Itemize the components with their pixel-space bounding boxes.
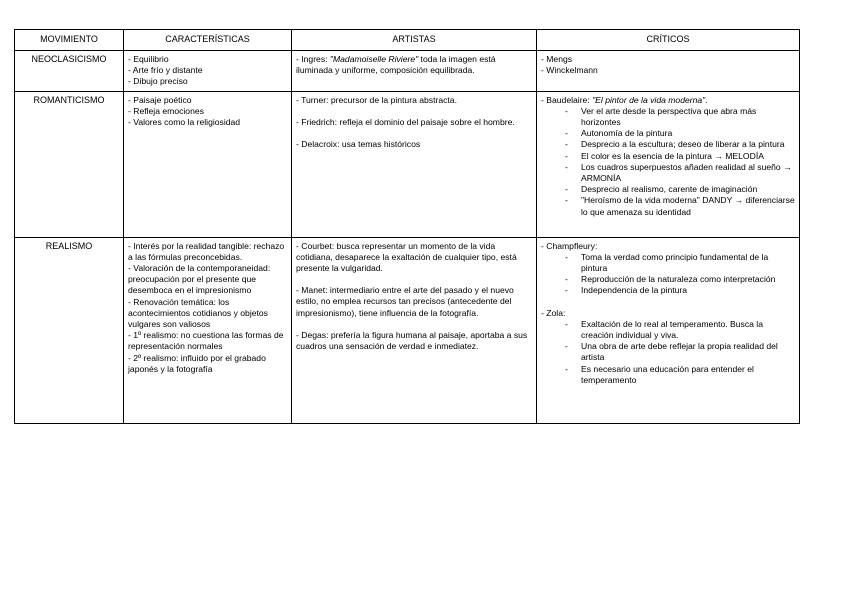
header-criticos: CRÍTICOS — [537, 30, 800, 51]
critic-points-list — [541, 252, 795, 297]
critic-point: - Ver el arte desde la perspectiva que abra más horizontes — [565, 106, 795, 128]
artist-ingres-text: toda la imagen está iluminada y uniforme, composición equilibrada. — [296, 54, 496, 76]
artist-item: - Friedrich: refleja el dominio del paisaje sobre el hombre. — [296, 116, 515, 127]
critic-point: - Los cuadros superpuestos añaden realidad al sueño → ARMONÍA — [565, 162, 795, 184]
header-row — [15, 30, 800, 51]
artists-romanticismo — [292, 91, 537, 237]
characteristic-item: - Renovación temática: los acontecimientos cotidianos y objetos vulgares son valiosos — [128, 296, 268, 330]
critic-point: - Toma la verdad como principio fundamental de la pintura — [565, 252, 795, 274]
book-title: "El pintor de la vida moderna" — [592, 94, 706, 105]
critic-point: - Independencia de la pintura — [565, 285, 795, 296]
critic-point: - Desprecio al realismo, carente de imaginación — [565, 184, 795, 195]
critics-romanticismo — [537, 91, 800, 237]
critic-champfleury: - Champfleury: — [541, 240, 598, 251]
characteristic-item: - Refleja emociones — [128, 105, 204, 116]
critic-name: - Baudelaire: — [541, 94, 593, 105]
critic-point: - "Heroísmo de la vida moderna" DANDY → diferenciarse lo que amenaza su identidad — [565, 195, 795, 217]
characteristic-item: - Interés por la realidad tangible: rechazo a las fórmulas preconcebidas. — [128, 240, 285, 262]
artist-item: - Degas: prefería la figura humana al paisaje, aportaba a sus cuadros una sensación de verdad e inmediatez. — [296, 329, 528, 352]
characteristic-item: - Valoración de la contemporaneidad: preocupación por el presente que desemboca en el impresionismo — [128, 263, 271, 296]
critic-point: - Autonomía de la pintura — [565, 128, 795, 139]
characteristic-item: - Arte frío y distante — [128, 65, 203, 76]
row-neoclasicismo — [15, 51, 800, 92]
header-artistas: ARTISTAS — [292, 30, 537, 51]
critic-points-list — [541, 106, 795, 218]
critic-point: - Reproducción de la naturaleza como interpretación — [565, 274, 795, 285]
characteristic-item: - Dibujo preciso — [128, 76, 188, 87]
artwork-title: "Madamoiselle Riviere" — [329, 54, 419, 64]
row-romanticismo — [15, 91, 800, 237]
artist-item: - Courbet: busca representar un momento de la vida cotidiana, desaparece la exaltación de cualquier tipo, está presente la vulgaridad. — [296, 240, 517, 274]
critic-intro-suffix: . — [705, 94, 708, 105]
artists-neoclasicismo — [292, 51, 537, 92]
movement-realismo: REALISMO — [15, 237, 124, 423]
characteristics-neoclasicismo — [124, 51, 292, 92]
critic-point: - Es necesario una educación para entender el temperamento — [565, 364, 795, 386]
critic-zola: - Zola: — [541, 307, 566, 318]
critic-point: - Exaltación de lo real al temperamento. Busca la creación individual y viva. — [565, 319, 795, 341]
header-caracteristicas: CARACTERÍSTICAS — [124, 30, 292, 51]
critic-points-list — [541, 319, 795, 386]
artists-realismo — [292, 237, 537, 423]
critic-baudelaire — [541, 95, 795, 106]
movement-romanticismo: ROMANTICISMO — [15, 91, 124, 237]
characteristic-item: - Paisaje poético — [128, 94, 192, 105]
critic-point: - Una obra de arte debe reflejar la propia realidad del artista — [565, 341, 795, 363]
critic-item: - Mengs — [541, 54, 573, 64]
art-movements-table — [14, 29, 800, 424]
artist-ingres-prefix: - Ingres: — [296, 54, 330, 64]
characteristic-item: - 2º realismo: influido por el grabado japonés y la fotografía — [128, 352, 266, 374]
movement-neoclasicismo: NEOCLASICISMO — [15, 51, 124, 92]
characteristics-realismo — [124, 237, 292, 423]
critic-point: - El color es la esencia de la pintura → MELODÍA — [565, 151, 795, 162]
artist-item: - Turner: precursor de la pintura abstracta. — [296, 94, 457, 105]
critics-realismo — [537, 237, 800, 423]
characteristic-item: - Equilibrio — [128, 54, 169, 64]
critics-neoclasicismo — [537, 51, 800, 92]
header-movimiento: MOVIMIENTO — [15, 30, 124, 51]
critic-item: - Winckelmann — [541, 65, 598, 76]
row-realismo — [15, 237, 800, 423]
critic-point: - Desprecio a la escultura; deseo de liberar a la pintura — [565, 139, 795, 150]
artist-item: - Manet: intermediario entre el arte del pasado y el nuevo estilo, no emplea recursos tan precisos (antecedente del impresionismo), tiene influencia de la fotografía. — [296, 285, 514, 318]
characteristic-item: - 1º realismo: no cuestiona las formas de representación normales — [128, 330, 284, 352]
artist-item: - Delacroix: usa temas históricos — [296, 139, 421, 150]
characteristic-item: - Valores como la religiosidad — [128, 117, 241, 128]
characteristics-romanticismo — [124, 91, 292, 237]
